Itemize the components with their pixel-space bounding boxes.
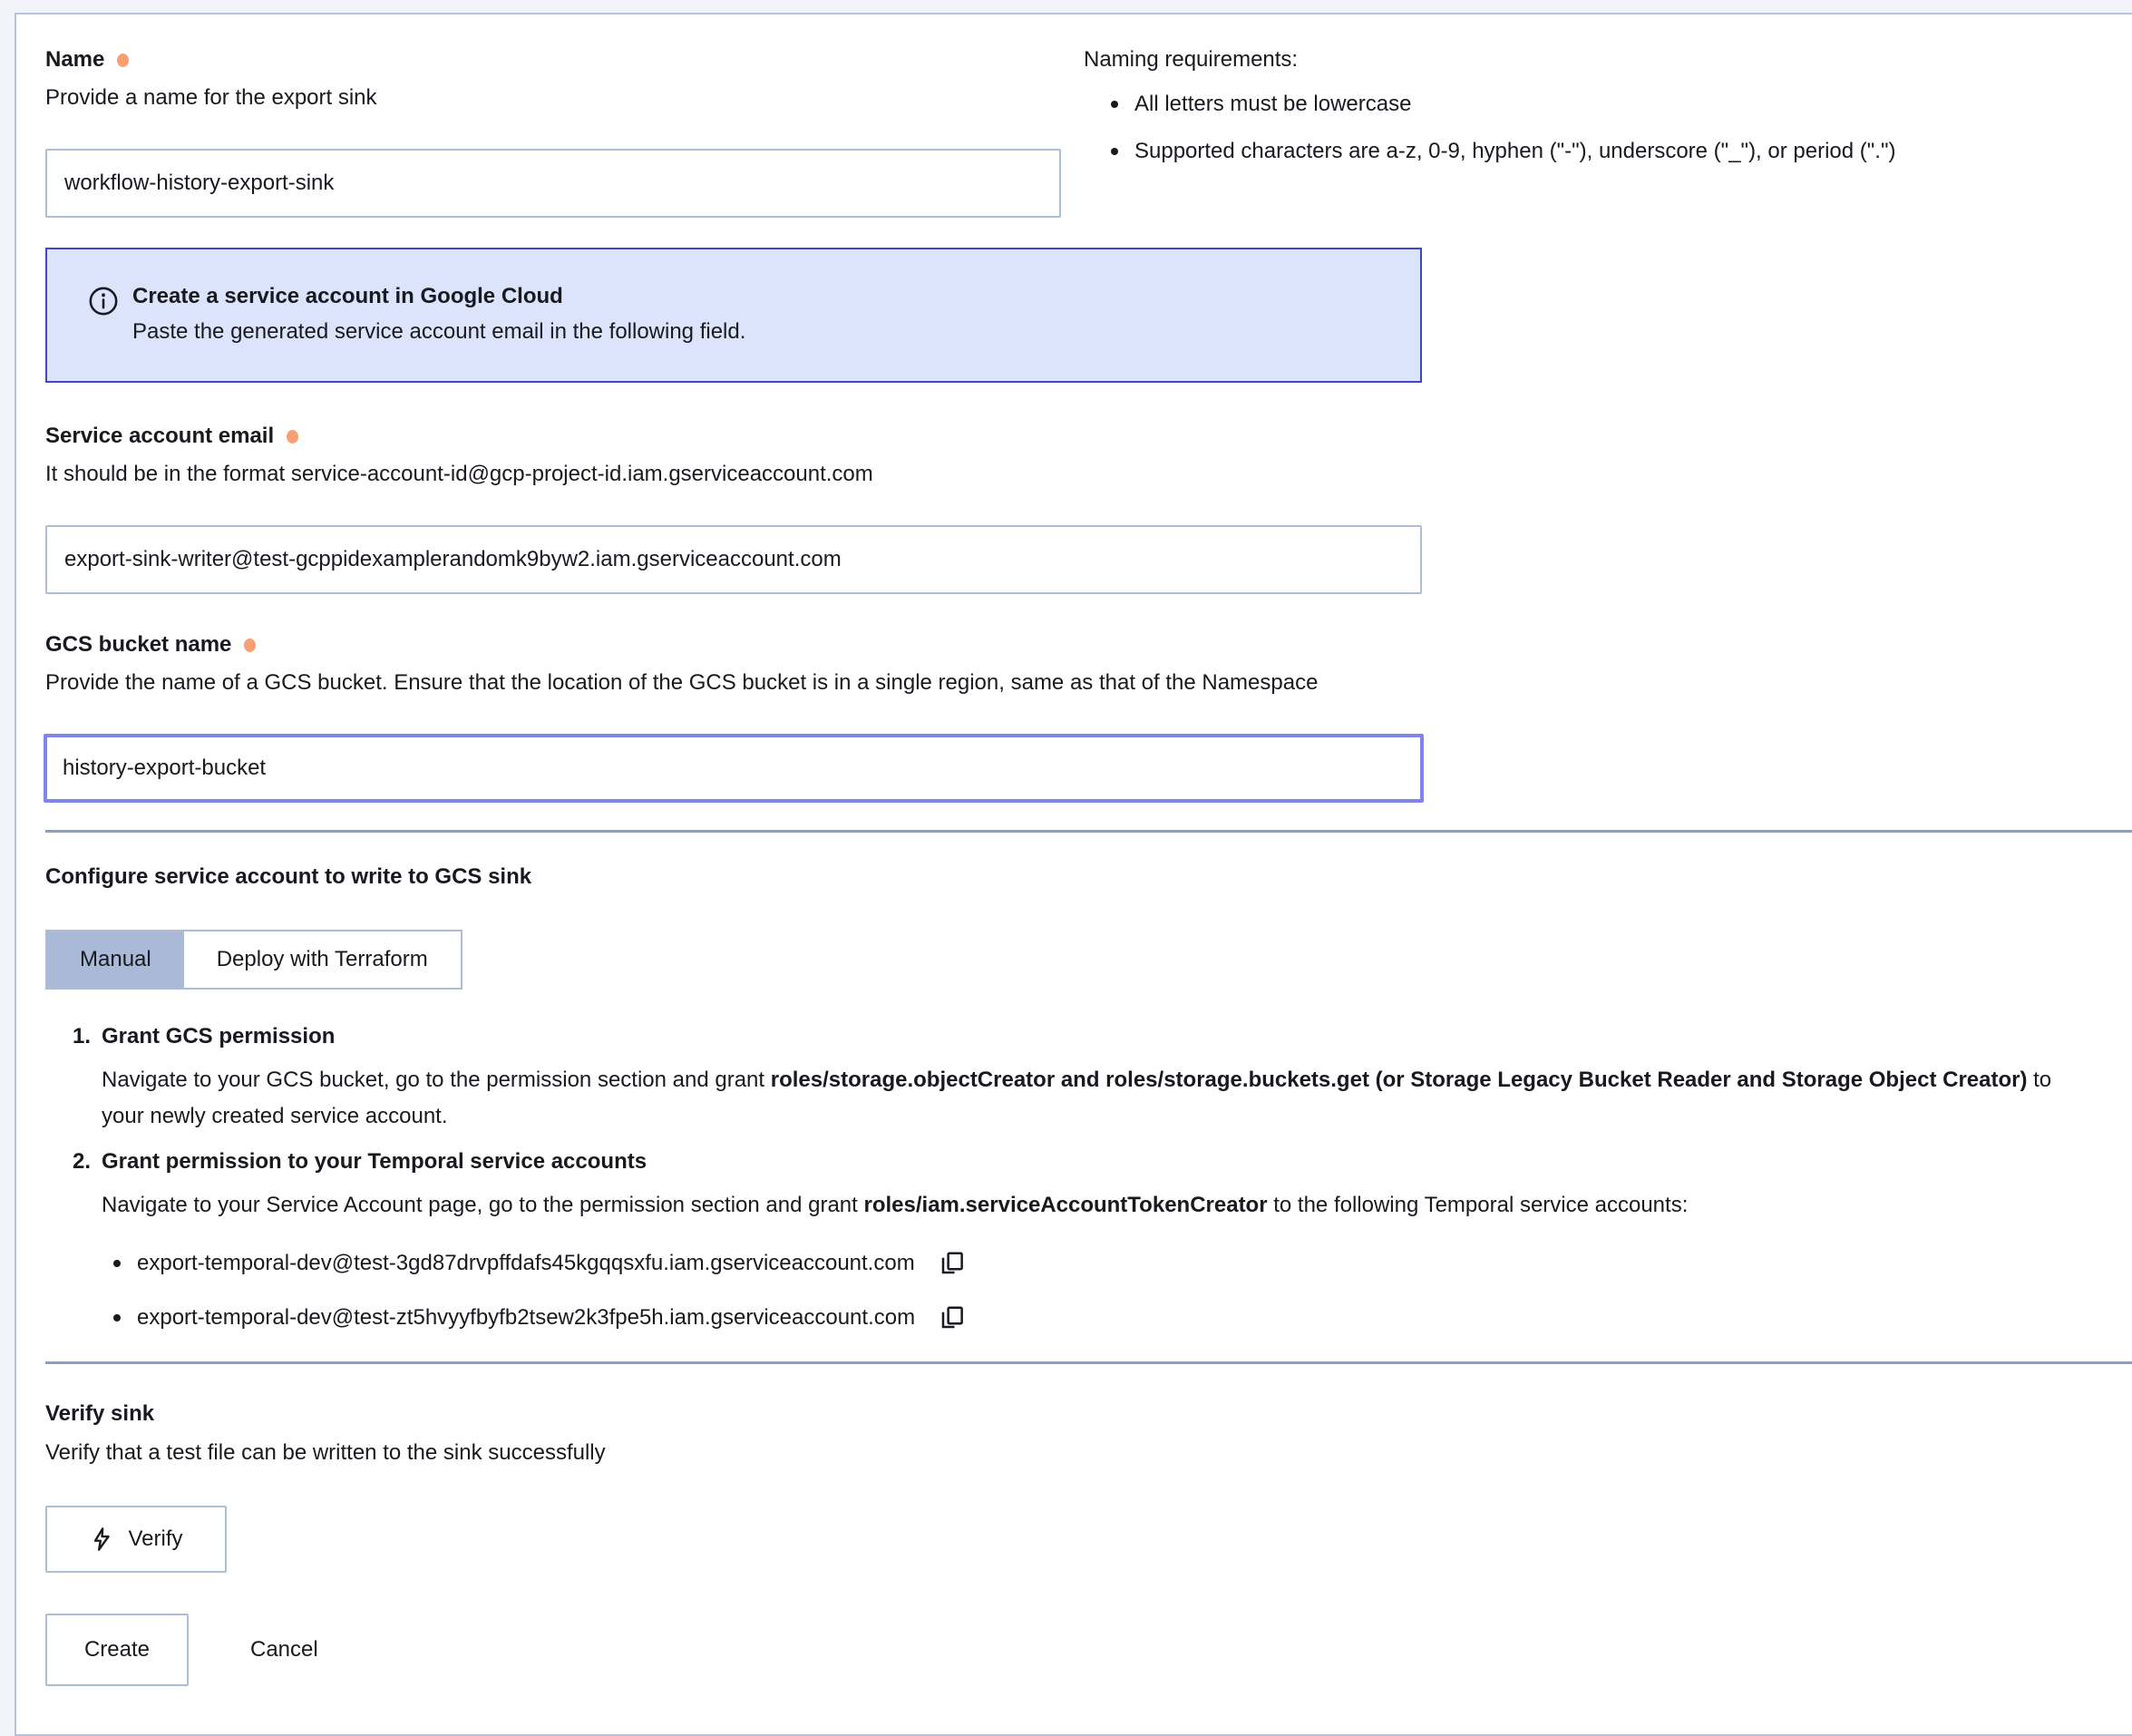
name-help-text: Provide a name for the export sink [45, 85, 377, 110]
bolt-icon [89, 1526, 114, 1553]
step-grant-temporal-permission [73, 1149, 2132, 1334]
export-sink-form-panel [15, 13, 2132, 1736]
naming-requirement-item [1111, 92, 2132, 117]
verify-button-label: Verify [128, 1526, 183, 1551]
bucket-help-text: Provide the name of a GCS bucket. Ensure that the location of the GCS bucket is in a single region, same as that of the Namespace [45, 670, 1319, 695]
configure-section-title: Configure service account to write to GCS sink [45, 864, 532, 889]
service-account-email: export-temporal-dev@test-3gd87drvpffdafs45kgqqsxfu.iam.gserviceaccount.com [137, 1251, 915, 1275]
service-account-item [113, 1247, 2132, 1280]
service-account-email: export-temporal-dev@test-zt5hvyyfbyfb2tsew2k3fpe5h.iam.gserviceaccount.com [137, 1305, 916, 1330]
step-title: Grant permission to your Temporal service accounts [102, 1149, 647, 1174]
step-body-text: Navigate to your GCS bucket, go to the permission section and grant [102, 1068, 771, 1092]
cancel-button[interactable] [250, 1637, 318, 1663]
bucket-name-input[interactable] [44, 734, 1424, 803]
name-section [45, 47, 2132, 218]
form-actions [45, 1614, 2132, 1686]
naming-requirements-title: Naming requirements: [1084, 47, 1299, 72]
service-account-help-text: It should be in the format service-account-id@gcp-project-id.iam.gserviceaccount.com [45, 462, 873, 486]
tab-manual[interactable] [47, 931, 184, 988]
step-body-text: Navigate to your Service Account page, go to the permission section and grant [102, 1193, 864, 1217]
step-body-text: to your newly created service account. [102, 1068, 2052, 1128]
service-account-label: Service account email [45, 424, 275, 448]
bullet-icon [1111, 101, 1118, 108]
service-account-email-input[interactable] [45, 525, 1422, 594]
step-body-text: to the following Temporal service accounts: [1267, 1193, 1689, 1217]
required-dot-icon [117, 54, 129, 67]
naming-requirement-text: All letters must be lowercase [1134, 92, 1412, 116]
bullet-icon [113, 1314, 121, 1322]
step-body-bold-text: roles/iam.serviceAccountTokenCreator [863, 1193, 1268, 1217]
cancel-button-label: Cancel [250, 1637, 318, 1662]
step-number: 1. [73, 1024, 92, 1048]
required-dot-icon [244, 639, 256, 652]
naming-requirement-text: Supported characters are a-z, 0-9, hyphen ("-"), underscore ("_"), or period (".") [1134, 139, 1896, 163]
step-title: Grant GCS permission [102, 1024, 336, 1048]
info-callout [45, 248, 1422, 383]
step-body [102, 1187, 2092, 1224]
tab-manual-label: Manual [80, 947, 151, 971]
step-number: 2. [73, 1149, 92, 1174]
naming-requirements [1084, 47, 2132, 218]
verify-button[interactable] [45, 1506, 227, 1573]
verify-section-title: Verify sink [45, 1401, 155, 1426]
name-input[interactable] [45, 149, 1061, 218]
tab-deploy-terraform-label: Deploy with Terraform [216, 947, 428, 971]
tab-deploy-terraform[interactable] [184, 931, 461, 988]
verify-help-text: Verify that a test file can be written to the sink successfully [45, 1440, 606, 1465]
info-icon [88, 286, 119, 317]
copy-button[interactable] [937, 1302, 968, 1334]
divider [45, 830, 2132, 833]
copy-button[interactable] [937, 1247, 968, 1280]
temporal-service-accounts-list [113, 1247, 2132, 1334]
service-account-section [45, 424, 2132, 594]
name-label: Name [45, 47, 105, 72]
step-body-bold-text: roles/storage.objectCreator and roles/storage.buckets.get (or Storage Legacy Bucket Reader and Storage Object Creator) [770, 1068, 2028, 1092]
naming-requirement-item [1111, 139, 2132, 164]
divider [45, 1361, 2132, 1364]
info-callout-body: Paste the generated service account email in the following field. [132, 319, 746, 344]
name-label-row [45, 47, 1061, 73]
step-body [102, 1062, 2092, 1135]
manual-steps [45, 1024, 2132, 1334]
create-button[interactable] [45, 1614, 189, 1686]
bullet-icon [1111, 148, 1118, 155]
info-callout-title: Create a service account in Google Cloud [132, 284, 563, 308]
create-button-label: Create [83, 1637, 151, 1662]
bucket-section [45, 632, 2132, 803]
bucket-label: GCS bucket name [45, 632, 232, 657]
bullet-icon [113, 1260, 121, 1267]
configure-tabs [45, 930, 462, 990]
required-dot-icon [287, 430, 298, 444]
service-account-item [113, 1302, 2132, 1334]
step-grant-gcs-permission [73, 1024, 2132, 1135]
